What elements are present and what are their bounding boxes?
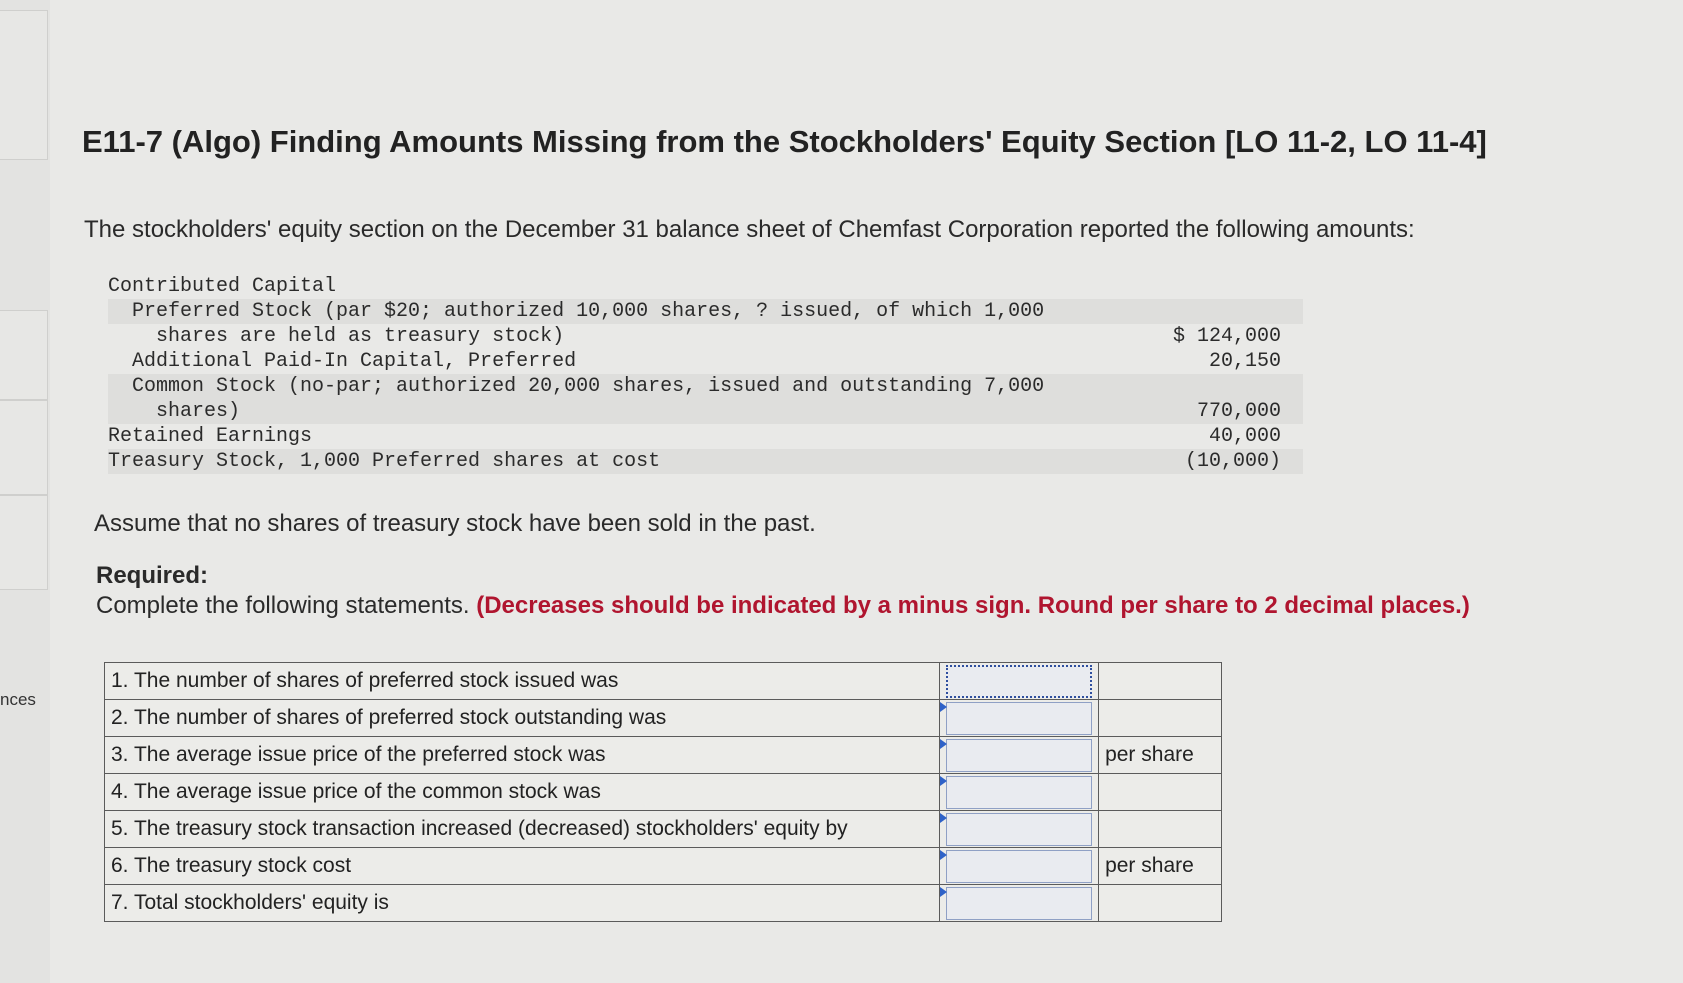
- question-cell: 3. The average issue price of the preferred stock was: [105, 737, 940, 774]
- answer-cell: [939, 811, 1098, 848]
- answer-input-6[interactable]: [946, 850, 1092, 883]
- equity-label: Retained Earnings: [108, 425, 313, 448]
- equity-label: shares): [108, 400, 241, 423]
- equity-label: Common Stock (no-par; authorized 20,000 shares, issued and outstanding 7,000: [108, 375, 1045, 398]
- answer-input-1[interactable]: [946, 665, 1092, 698]
- instructions-text: Complete the following statements.: [96, 592, 477, 619]
- flag-icon: [940, 702, 947, 712]
- question-cell: 7. Total stockholders' equity is: [105, 885, 940, 922]
- equity-label: Preferred Stock (par $20; authorized 10,000 shares, ? issued, of which 1,000: [108, 300, 1045, 323]
- unit-cell: [1099, 885, 1222, 922]
- equity-row: [108, 399, 1303, 424]
- equity-row: [108, 424, 1303, 449]
- table-row: [105, 700, 1222, 737]
- answer-cell: [939, 737, 1098, 774]
- left-sidebar: [0, 0, 50, 983]
- question-cell: 5. The treasury stock transaction increased (decreased) stockholders' equity by: [105, 811, 940, 848]
- sidebar-label[interactable]: nces: [0, 690, 36, 709]
- equity-amount: (10,000): [1184, 450, 1281, 473]
- answer-cell: [939, 700, 1098, 737]
- equity-amount: 20,150: [1208, 350, 1281, 373]
- table-row: [105, 811, 1222, 848]
- equity-section: [108, 274, 1303, 474]
- answer-input-2[interactable]: [946, 702, 1092, 735]
- equity-amount: 770,000: [1196, 400, 1281, 423]
- equity-row: [108, 299, 1303, 324]
- answer-cell: [939, 663, 1098, 700]
- unit-cell: [1099, 811, 1222, 848]
- unit-cell: [1099, 663, 1222, 700]
- table-row: [105, 774, 1222, 811]
- assumption-text: Assume that no shares of treasury stock have been sold in the past.: [94, 510, 816, 537]
- answer-input-5[interactable]: [946, 813, 1092, 846]
- equity-label: Additional Paid-In Capital, Preferred: [108, 350, 577, 373]
- table-row: [105, 848, 1222, 885]
- table-row: [105, 737, 1222, 774]
- unit-cell: per share: [1099, 848, 1222, 885]
- problem-title: E11-7 (Algo) Finding Amounts Missing from the Stockholders' Equity Section [LO 11-2, LO 11-4]: [82, 124, 1487, 159]
- answer-cell: [939, 774, 1098, 811]
- flag-icon: [940, 776, 947, 786]
- intro-text: The stockholders' equity section on the December 31 balance sheet of Chemfast Corporation reported the following amounts:: [84, 216, 1415, 243]
- answer-input-4[interactable]: [946, 776, 1092, 809]
- question-cell: 6. The treasury stock cost: [105, 848, 940, 885]
- question-cell: 2. The number of shares of preferred stock outstanding was: [105, 700, 940, 737]
- equity-row: [108, 374, 1303, 399]
- instructions: [96, 592, 1470, 620]
- unit-cell: [1099, 774, 1222, 811]
- flag-icon: [940, 850, 947, 860]
- equity-amount: 40,000: [1208, 425, 1281, 448]
- answer-table: [104, 662, 1222, 922]
- equity-row: [108, 324, 1303, 349]
- flag-icon: [940, 739, 947, 749]
- question-cell: 4. The average issue price of the common stock was: [105, 774, 940, 811]
- sidebar-tab[interactable]: [0, 310, 48, 400]
- equity-label: Contributed Capital: [108, 275, 337, 298]
- sidebar-tab[interactable]: [0, 10, 48, 160]
- sidebar-tab[interactable]: [0, 495, 48, 590]
- table-row: [105, 885, 1222, 922]
- equity-row: [108, 449, 1303, 474]
- equity-amount: $ 124,000: [1172, 325, 1281, 348]
- unit-cell: [1099, 700, 1222, 737]
- equity-row: [108, 274, 1303, 299]
- equity-row: [108, 349, 1303, 374]
- table-row: [105, 663, 1222, 700]
- required-heading: Required:: [96, 562, 209, 589]
- equity-label: Treasury Stock, 1,000 Preferred shares at cost: [108, 450, 661, 473]
- answer-cell: [939, 885, 1098, 922]
- question-cell: 1. The number of shares of preferred stock issued was: [105, 663, 940, 700]
- unit-cell: per share: [1099, 737, 1222, 774]
- equity-label: shares are held as treasury stock): [108, 325, 565, 348]
- answer-cell: [939, 848, 1098, 885]
- flag-icon: [940, 813, 947, 823]
- instructions-note: (Decreases should be indicated by a minus sign. Round per share to 2 decimal places.): [476, 592, 1470, 619]
- flag-icon: [940, 887, 947, 897]
- answer-input-3[interactable]: [946, 739, 1092, 772]
- sidebar-tab[interactable]: [0, 400, 48, 495]
- answer-input-7[interactable]: [946, 887, 1092, 920]
